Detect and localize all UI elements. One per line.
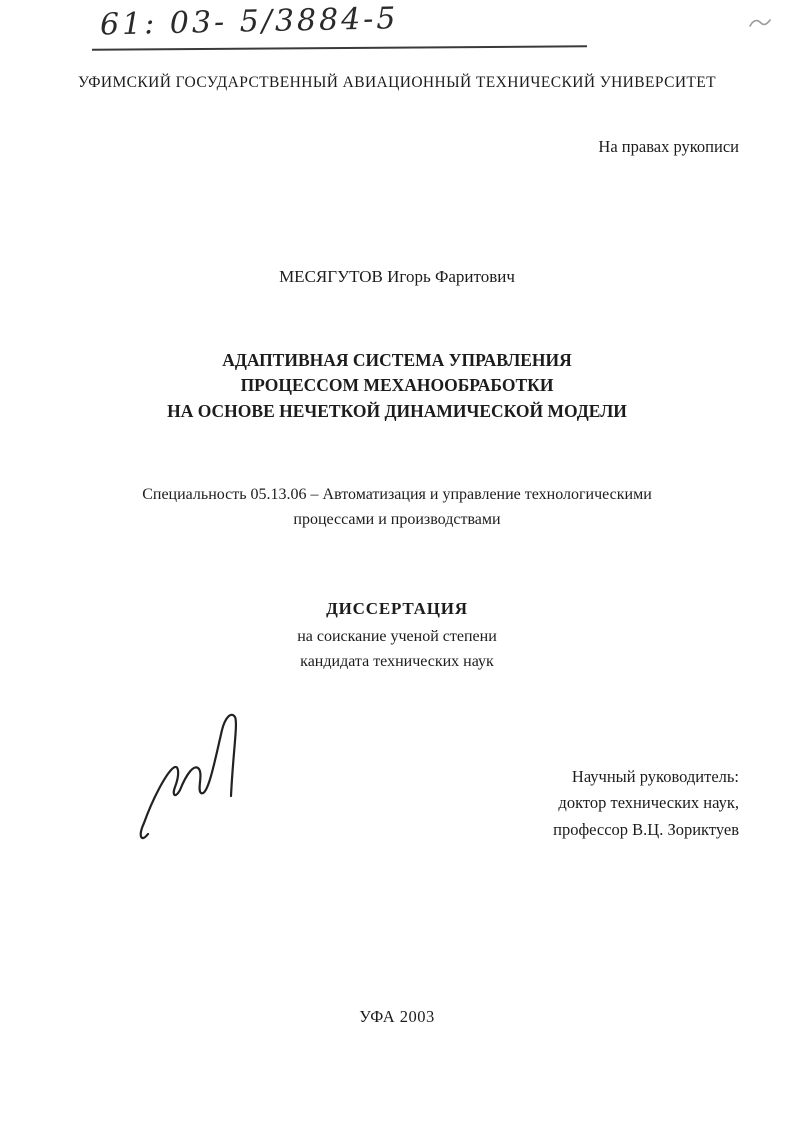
advisor-line-2: доктор технических наук, — [558, 793, 739, 813]
handwritten-signature — [138, 698, 248, 848]
advisor-line-3: профессор В.Ц. Зориктуев — [553, 819, 739, 839]
dissertation-line-2: кандидата технических наук — [300, 653, 494, 671]
author-name: МЕСЯГУТОВ Игорь Фаритович — [279, 267, 515, 286]
signature-icon — [138, 698, 248, 843]
manuscript-rights-note: На правах рукописи — [598, 137, 739, 156]
dissertation-title — [60, 348, 734, 424]
title-line-2: ПРОЦЕССОМ МЕХАНООБРАБОТКИ — [240, 375, 554, 396]
pen-mark-icon — [748, 16, 772, 32]
handwritten-inventory-number: 61: 03- 5/3884-5 — [99, 1, 399, 43]
handwritten-corner-mark — [748, 16, 772, 37]
title-line-1: АДАПТИВНАЯ СИСТЕМА УПРАВЛЕНИЯ — [222, 350, 572, 370]
advisor-line-1: Научный руководитель: — [571, 767, 739, 786]
dissertation-line-1: на соискание ученой степени — [297, 628, 497, 646]
university-name: УФИМСКИЙ ГОСУДАРСТВЕННЫЙ АВИАЦИОННЫЙ ТЕХНИЧЕСКИЙ УНИВЕРСИТЕТ — [77, 74, 717, 91]
dissertation-heading: ДИССЕРТАЦИЯ — [326, 599, 468, 618]
title-line-3: НА ОСНОВЕ НЕЧЕТКОЙ ДИНАМИЧЕСКОЙ МОДЕЛИ — [167, 400, 627, 421]
handwritten-underline — [92, 45, 587, 50]
specialty-line-1: Специальность 05.13.06 – Автоматизация и управление технологическими — [142, 486, 652, 503]
advisor — [553, 764, 739, 843]
specialty — [40, 483, 754, 533]
city-and-year: УФА 2003 — [359, 1007, 435, 1026]
specialty-line-2: процессами и производствами — [293, 510, 501, 528]
dissertation-statement — [0, 596, 794, 675]
